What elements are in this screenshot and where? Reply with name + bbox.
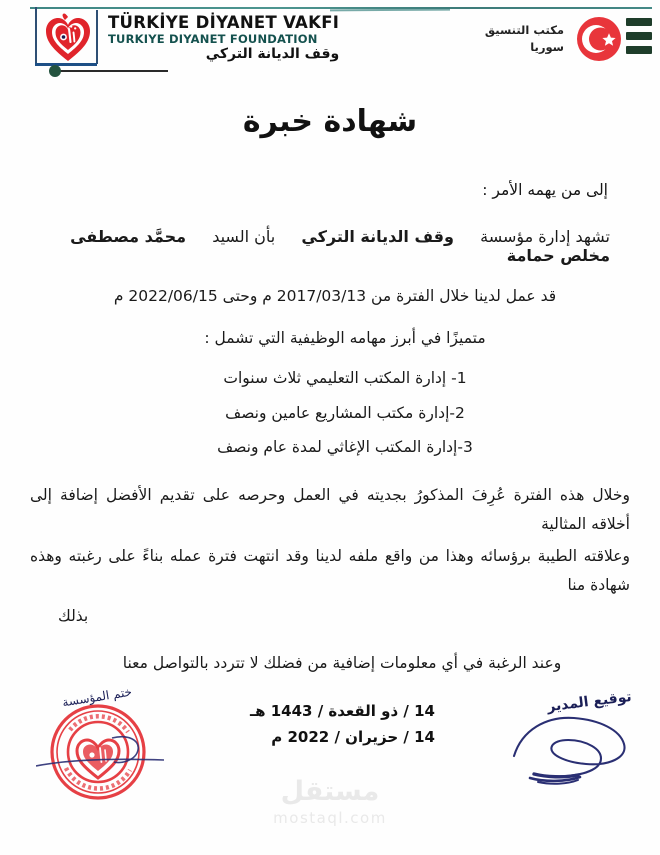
closing-paragraph-line-1: وخلال هذه الفترة عُرِفَ المذكورُ بجديته في العمل وحرصه على تقديم الأفضل إضافة إلى أخلاقه المثالية: [30, 485, 630, 534]
logo-bracket-left: [35, 7, 37, 65]
header-underline: [56, 70, 168, 72]
watermark: [0, 778, 660, 827]
duties-intro-line: متميزًا في أبرز مهامه الوظيفية التي تشمل :: [204, 328, 486, 347]
signature-label: توقيع المدير: [546, 688, 633, 716]
hijri-date: 14 / ذو القعدة / 1443 هـ: [249, 702, 435, 720]
letterhead: [0, 0, 660, 92]
coordination-office-line-1: مكتب التنسيق: [484, 23, 564, 37]
duties-list: [30, 369, 630, 457]
brand-text-block: [108, 14, 339, 62]
list-item: 2-إدارة مكتب المشاريع عامين ونصف: [225, 403, 465, 422]
organization-name-turkish: TÜRKİYE DİYANET VAKFI: [108, 13, 340, 32]
attestation-organization: وقف الديانة التركي: [301, 226, 454, 246]
contact-invitation-line: وعند الرغبة في أي معلومات إضافية من فضلك لا تتردد بالتواصل معنا: [122, 653, 562, 672]
coordination-office-line-2: سوريا: [530, 40, 564, 55]
logo-bracket-right: [96, 10, 98, 64]
attestation-middle: بأن السيد: [212, 226, 276, 246]
certificate-body: [30, 180, 630, 672]
attestation-prefix: تشهد إدارة مؤسسة: [480, 226, 610, 246]
list-item: 3-إدارة المكتب الإغاثي لمدة عام ونصف: [217, 438, 473, 457]
date-block: [250, 698, 435, 751]
tdv-heart-logo-icon: [44, 12, 92, 62]
closing-paragraph-line-3: بذلك: [58, 607, 89, 626]
flag-bars-decoration: [626, 18, 652, 60]
gregorian-date: 14 / حزيران / 2022 م: [271, 728, 435, 747]
salutation-line: إلى من يهمه الأمر :: [482, 181, 608, 199]
page-title: شهادة خبرة: [242, 104, 418, 139]
header-dot-icon: [49, 65, 61, 77]
organization-name-english: TURKIYE DIYANET FOUNDATION: [108, 31, 318, 46]
turkish-crescent-star-icon: [576, 16, 622, 62]
header-rule-bend: [330, 9, 450, 12]
employment-period-line: قد عمل لدينا خلال الفترة من 2017/03/13 م وحتى 2022/06/15 م: [113, 286, 557, 305]
organization-name-arabic: وقف الديانة التركي: [205, 46, 340, 63]
list-item: 1- إدارة المكتب التعليمي ثلاث سنوات: [223, 368, 467, 387]
attestation-line: [30, 227, 610, 265]
closing-paragraph-line-2: وعلاقته الطيبة برؤسائه وهذا من واقع ملفه لدينا وقد انتهت فترة عمله بناءً على رغبته وهذه شهادة منا: [30, 546, 630, 595]
employee-name: محمَّد مصطفى مخلص حمامة: [70, 226, 610, 265]
stamp-note-handwriting: ختم المؤسسة: [61, 684, 133, 710]
logo-bracket-bottom: [35, 63, 97, 66]
coordination-office-block: [485, 22, 564, 57]
watermark-arabic: مستقل: [280, 776, 380, 807]
watermark-latin: mostaql.com: [273, 809, 387, 827]
